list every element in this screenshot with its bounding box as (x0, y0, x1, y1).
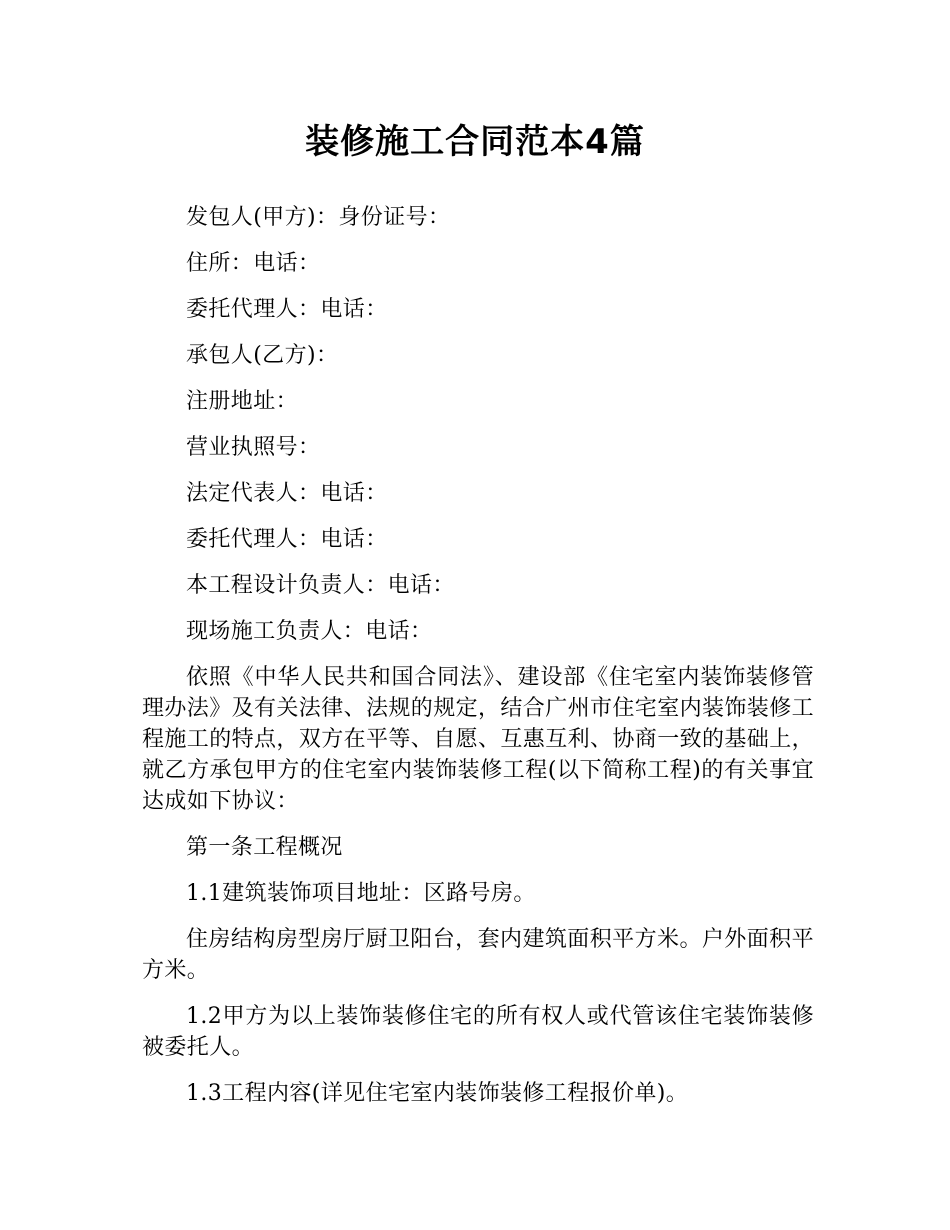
paragraph-clause-1-1: 1.1建筑装饰项目地址：区路号房。 (186, 881, 536, 906)
paragraph-clause-1-3: 1.3工程内容(详见住宅室内装饰装修工程报价单)。 (186, 1081, 689, 1106)
paragraph-preamble: 依照《中华人民共和国合同法》、建设部《住宅室内装饰装修管理办法》及有关法律、法规的规定，结合广州市住宅室内装饰装修工程施工的特点，双方在平等、自愿、互惠互利、协商一致的基础上，就乙方承包甲方的住宅室内装饰装修工程(以下简称工程)的有关事宜达成如下协议： (142, 665, 815, 814)
paragraph-business-license: 营业执照号： (186, 435, 321, 460)
paragraph-legal-representative: 法定代表人：电话： (186, 481, 388, 506)
paragraph-registered-address: 注册地址： (186, 389, 299, 414)
paragraph-clause-1-2: 1.2甲方为以上装饰装修住宅的所有权人或代管该住宅装饰装修被委托人。 (142, 1004, 814, 1060)
paragraph-contractor-agent: 委托代理人：电话： (186, 527, 388, 552)
paragraph-employer: 发包人(甲方)：身份证号： (186, 205, 451, 230)
paragraph-housing-structure: 住房结构房型房厅厨卫阳台，套内建筑面积平方米。户外面积平方米。 (142, 927, 814, 983)
document-title: 装修施工合同范本4篇 (305, 122, 645, 162)
paragraph-article-1-heading: 第一条工程概况 (186, 835, 343, 860)
paragraph-design-lead: 本工程设计负责人：电话： (186, 573, 455, 598)
document-body (142, 202, 814, 1124)
paragraph-site-lead: 现场施工负责人：电话： (186, 619, 433, 644)
paragraph-contractor: 承包人(乙方)： (186, 343, 339, 368)
paragraph-residence: 住所：电话： (186, 251, 321, 276)
paragraph-employer-agent: 委托代理人：电话： (186, 297, 388, 322)
